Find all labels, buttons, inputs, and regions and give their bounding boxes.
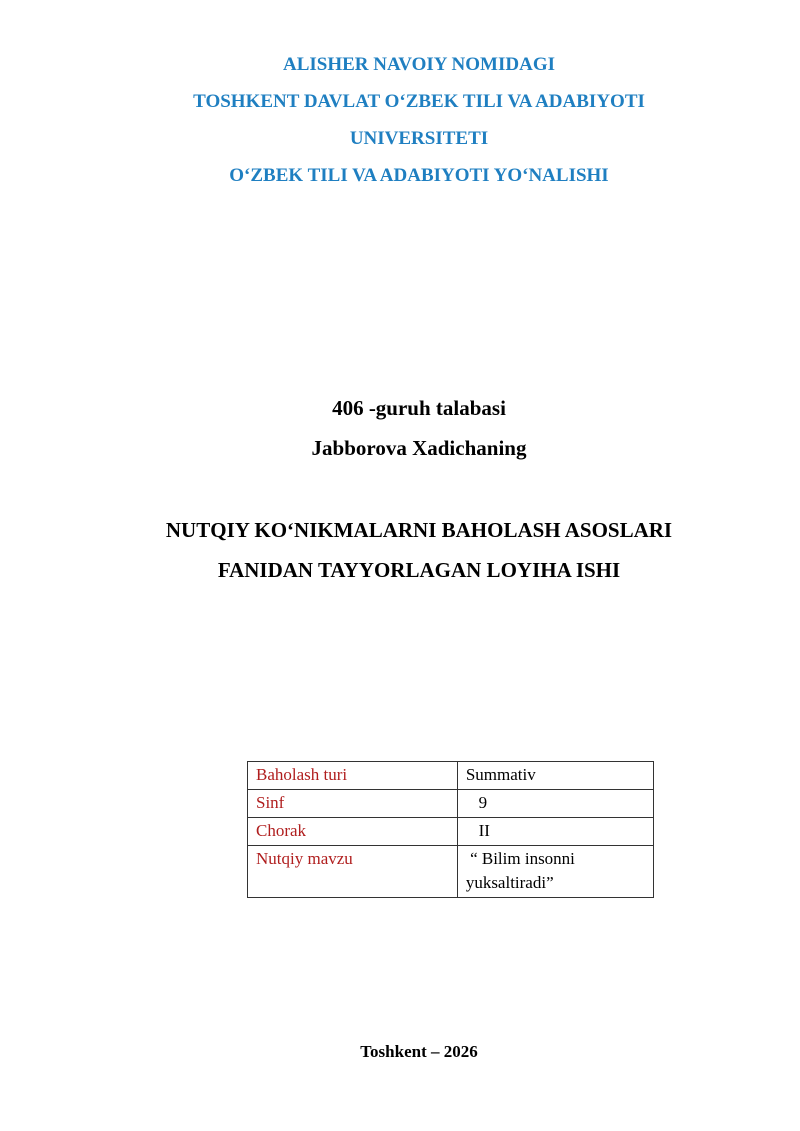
row-label: Baholash turi <box>248 762 458 790</box>
row-label: Chorak <box>248 818 458 846</box>
student-group: 406 -guruh talabasi <box>332 396 506 420</box>
header-line-2: TOSHKENT DAVLAT O‘ZBEK TILI VA ADABIYOTI <box>193 91 645 112</box>
header-line-4: O‘ZBEK TILI VA ADABIYOTI YO‘NALISHI <box>229 165 609 186</box>
table-row <box>248 762 654 790</box>
project-title <box>0 510 800 590</box>
row-label: Sinf <box>248 790 458 818</box>
student-block <box>0 388 800 468</box>
row-value: 9 <box>457 790 653 818</box>
table-row <box>248 790 654 818</box>
project-title-line-2: FANIDAN TAYYORLAGAN LOYIHA ISHI <box>217 558 621 582</box>
header-line-1: ALISHER NAVOIY NOMIDAGI <box>283 54 555 75</box>
row-label: Nutqiy mavzu <box>248 846 458 898</box>
header-line-3: UNIVERSITETI <box>349 128 489 149</box>
info-table <box>247 761 654 898</box>
table-row <box>248 846 654 898</box>
row-value: Summativ <box>457 762 653 790</box>
row-value: II <box>457 818 653 846</box>
student-name: Jabborova Xadichaning <box>311 436 527 460</box>
footer-place-year: Toshkent – 2026 <box>360 1042 478 1061</box>
table-row <box>248 818 654 846</box>
university-header <box>0 46 800 194</box>
row-value: “ Bilim insonni yuksaltiradi” <box>457 846 653 898</box>
project-title-line-1: NUTQIY KO‘NIKMALARNI BAHOLASH ASOSLARI <box>165 518 673 542</box>
